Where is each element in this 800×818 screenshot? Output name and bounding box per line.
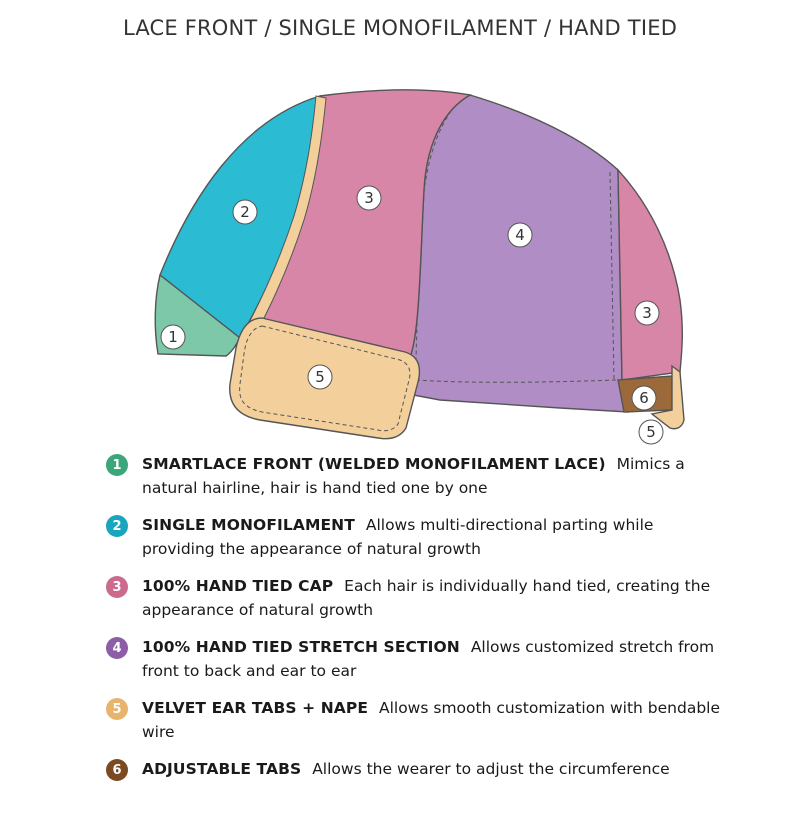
legend-heading: SINGLE MONOFILAMENT bbox=[142, 516, 355, 534]
legend-item-5 bbox=[106, 696, 786, 757]
svg-text:3: 3 bbox=[642, 304, 652, 322]
legend-description: Allows multi-directional parting while providing the appearance of natural growth bbox=[142, 516, 654, 558]
legend-text-4 bbox=[142, 635, 722, 683]
label-5-nape bbox=[639, 420, 663, 444]
label-4 bbox=[508, 223, 532, 247]
legend-item-1 bbox=[106, 452, 786, 513]
legend-text-6 bbox=[142, 757, 722, 781]
badge-6: 6 bbox=[106, 759, 128, 781]
legend-description: Allows customized stretch from front to back and ear to ear bbox=[142, 638, 715, 680]
legend-item-3 bbox=[106, 574, 786, 635]
legend-text-5 bbox=[142, 696, 722, 744]
legend-heading: SMARTLACE FRONT (WELDED MONOFILAMENT LACE) bbox=[142, 455, 606, 473]
region-4-stretch-section bbox=[408, 95, 628, 412]
badge-4: 4 bbox=[106, 637, 128, 659]
badge-5: 5 bbox=[106, 698, 128, 720]
legend-heading: 100% HAND TIED STRETCH SECTION bbox=[142, 638, 460, 656]
label-6 bbox=[632, 386, 656, 410]
svg-text:4: 4 bbox=[515, 226, 525, 244]
legend-item-6 bbox=[106, 757, 786, 818]
label-3-front bbox=[357, 186, 381, 210]
label-1 bbox=[161, 325, 185, 349]
page-title: LACE FRONT / SINGLE MONOFILAMENT / HAND TIED bbox=[122, 16, 678, 40]
svg-text:5: 5 bbox=[315, 368, 325, 386]
legend-item-4 bbox=[106, 635, 786, 696]
legend-heading: 100% HAND TIED CAP bbox=[142, 577, 334, 595]
legend-description: Allows smooth customization with bendable wire bbox=[142, 699, 720, 741]
legend-text-3 bbox=[142, 574, 722, 622]
legend-item-2 bbox=[106, 513, 786, 574]
svg-text:3: 3 bbox=[364, 189, 374, 207]
legend bbox=[106, 452, 786, 818]
badge-2: 2 bbox=[106, 515, 128, 537]
legend-text-1 bbox=[142, 452, 722, 500]
badge-3: 3 bbox=[106, 576, 128, 598]
badge-1: 1 bbox=[106, 454, 128, 476]
legend-heading: ADJUSTABLE TABS bbox=[142, 760, 302, 778]
legend-description: Each hair is individually hand tied, creating the appearance of natural growth bbox=[142, 577, 711, 619]
svg-text:1: 1 bbox=[168, 328, 178, 346]
region-3-back bbox=[618, 170, 682, 380]
legend-description: Mimics a natural hairline, hair is hand tied one by one bbox=[142, 455, 685, 497]
legend-description: Allows the wearer to adjust the circumference bbox=[312, 760, 670, 778]
label-3-back bbox=[635, 301, 659, 325]
label-2 bbox=[233, 200, 257, 224]
label-5-ear bbox=[308, 365, 332, 389]
svg-text:2: 2 bbox=[240, 203, 250, 221]
svg-text:6: 6 bbox=[639, 389, 649, 407]
legend-text-2 bbox=[142, 513, 722, 561]
wig-cap-diagram bbox=[0, 70, 800, 450]
svg-text:5: 5 bbox=[646, 423, 656, 441]
legend-heading: VELVET EAR TABS + NAPE bbox=[142, 699, 369, 717]
